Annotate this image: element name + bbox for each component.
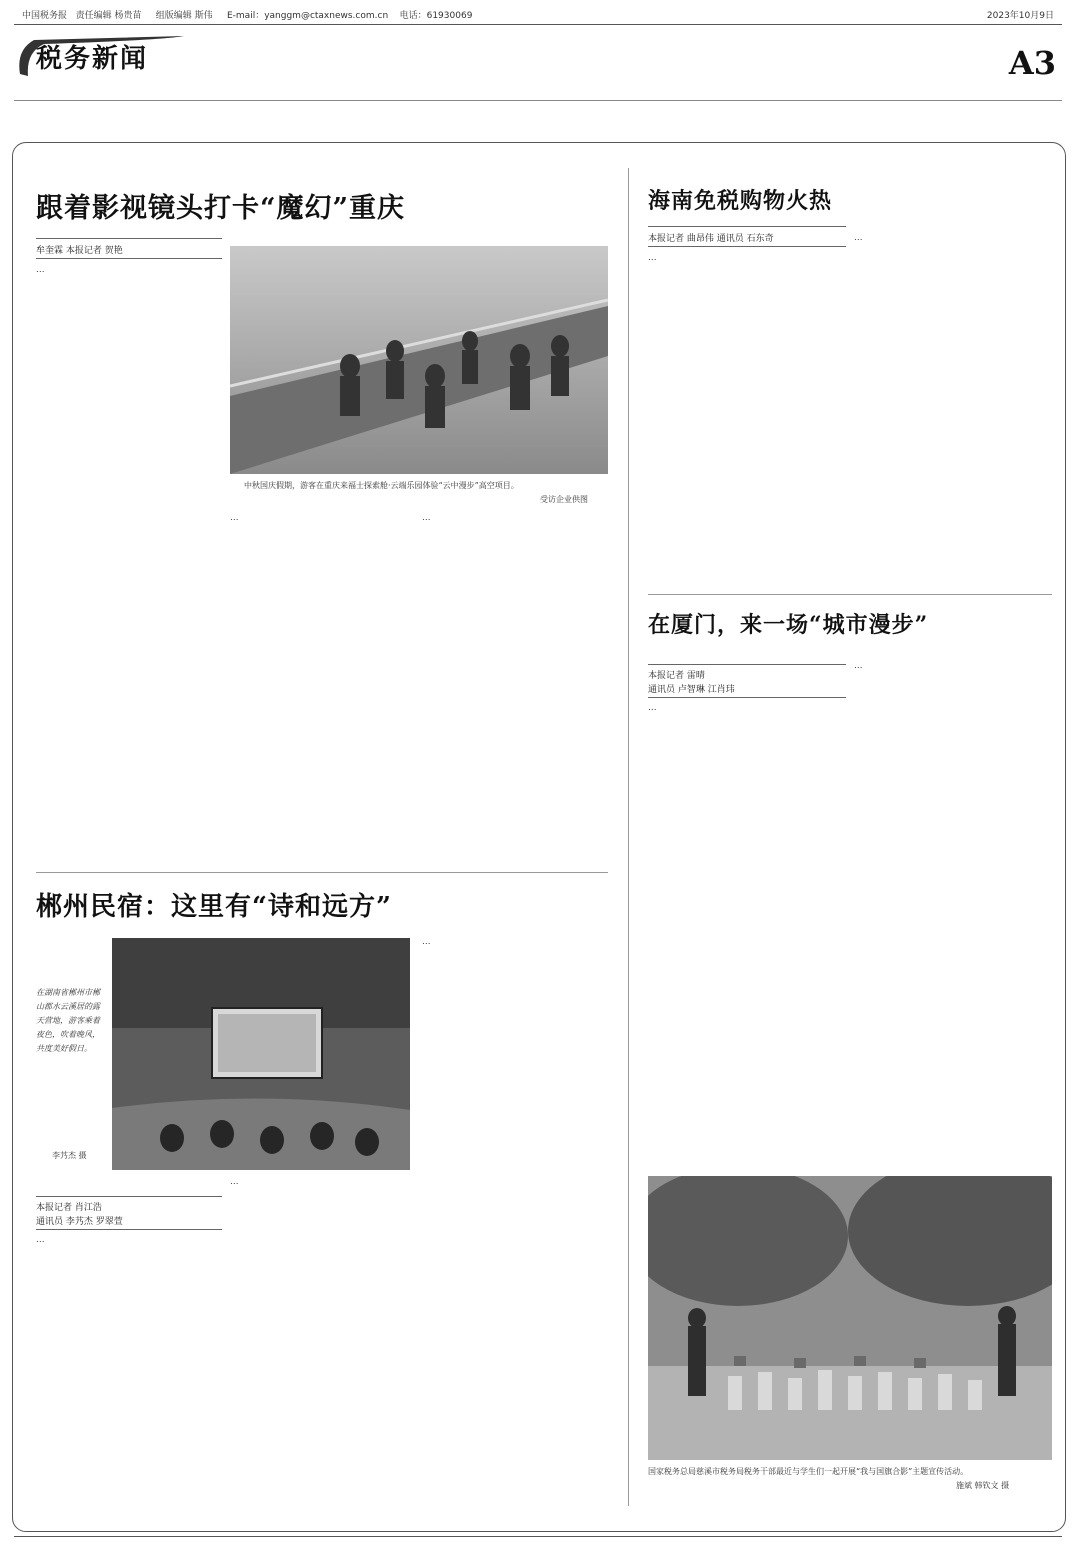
chenzhou-col2: …: [230, 1177, 239, 1187]
photo-chenzhou-camp: [112, 938, 410, 1170]
photo-chongqing-skywalk: [230, 246, 608, 474]
headline-chongqing: 跟着影视镜头打卡“魔幻”重庆: [36, 193, 406, 224]
masthead-info: [22, 8, 472, 21]
byline-rule: [36, 1196, 222, 1197]
chongqing-col1: …: [36, 265, 45, 275]
byline-rule: [648, 664, 846, 665]
byline-chenzhou-1: 本报记者 肖江浩: [36, 1203, 102, 1213]
photo-caption-bottom: 国家税务总局慈溪市税务局税务干部最近与学生们一起开展“我与国旗合影”主题宣传活动。: [648, 1467, 969, 1476]
hainan-col2: …: [854, 233, 863, 243]
headline-xiamen: 在厦门，来一场“城市漫步”: [648, 612, 929, 638]
issue-date: 2023年10月9日: [986, 11, 1054, 21]
chenzhou-col3: …: [422, 937, 431, 947]
chenzhou-col1: …: [36, 1235, 45, 1245]
photo-flag-students: [648, 1176, 1052, 1460]
byline-rule: [648, 226, 846, 227]
email: E-mail：yanggm@ctaxnews.com.cn: [226, 11, 389, 21]
xiamen-col1: …: [648, 703, 657, 713]
column-divider: [628, 168, 629, 1506]
article-divider: [648, 594, 1052, 595]
byline-xiamen-2: 通讯员 卢智琳 江肖玮: [648, 685, 735, 695]
flag-students-image-icon: [648, 1176, 1052, 1460]
layout-editor: 组版编辑 斯伟: [155, 11, 213, 21]
photo-credit-chenzhou: 李艿杰 摄: [52, 1151, 87, 1160]
byline-rule: [648, 697, 846, 698]
top-rule: [14, 24, 1062, 25]
byline-chenzhou-2: 通讯员 李艿杰 罗翠萱: [36, 1217, 123, 1227]
bottom-rule: [14, 1536, 1062, 1537]
photo-caption-chenzhou: 在湖南省郴州市郴山郡水云溪居的露天营地，游客乘着夜色，吹着晚风，共度美好假日。: [36, 988, 100, 1053]
headline-hainan: 海南免税购物火热: [648, 188, 833, 214]
byline-rule: [36, 258, 222, 259]
responsible-editor: 责任编辑 杨贵苗: [75, 11, 142, 21]
headline-chenzhou: 郴州民宿：这里有“诗和远方”: [36, 892, 392, 922]
article-divider: [36, 872, 608, 873]
byline-xiamen-1: 本报记者 雷晴: [648, 671, 705, 681]
chongqing-col2: …: [230, 513, 239, 523]
byline-rule: [36, 238, 222, 239]
page-number: A3: [1008, 44, 1056, 82]
phone: 电话：61930069: [399, 11, 473, 21]
photo-credit-chongqing: 受访企业供图: [540, 495, 588, 504]
byline-hainan: 本报记者 曲昂伟 通讯员 石东奇: [648, 234, 774, 244]
byline-rule: [648, 246, 846, 247]
section-title: 税务新闻: [36, 44, 149, 74]
chongqing-col3: …: [422, 513, 431, 523]
skywalk-image-icon: [230, 246, 608, 474]
masthead-rule: [14, 100, 1062, 101]
byline-chongqing: 牟奎霖 本报记者 贺艳: [36, 246, 123, 256]
xiamen-col2: …: [854, 661, 863, 671]
byline-rule: [36, 1229, 222, 1230]
photo-credit-bottom: 施斌 韩钦文 摄: [956, 1481, 1010, 1490]
hainan-col1: …: [648, 253, 657, 263]
paper-name: 中国税务报: [22, 11, 68, 21]
camp-image-icon: [112, 938, 410, 1170]
photo-caption-chongqing: 中秋国庆假期，游客在重庆来福士探索舱·云端乐园体验“云中漫步”高空项目。: [244, 481, 519, 490]
